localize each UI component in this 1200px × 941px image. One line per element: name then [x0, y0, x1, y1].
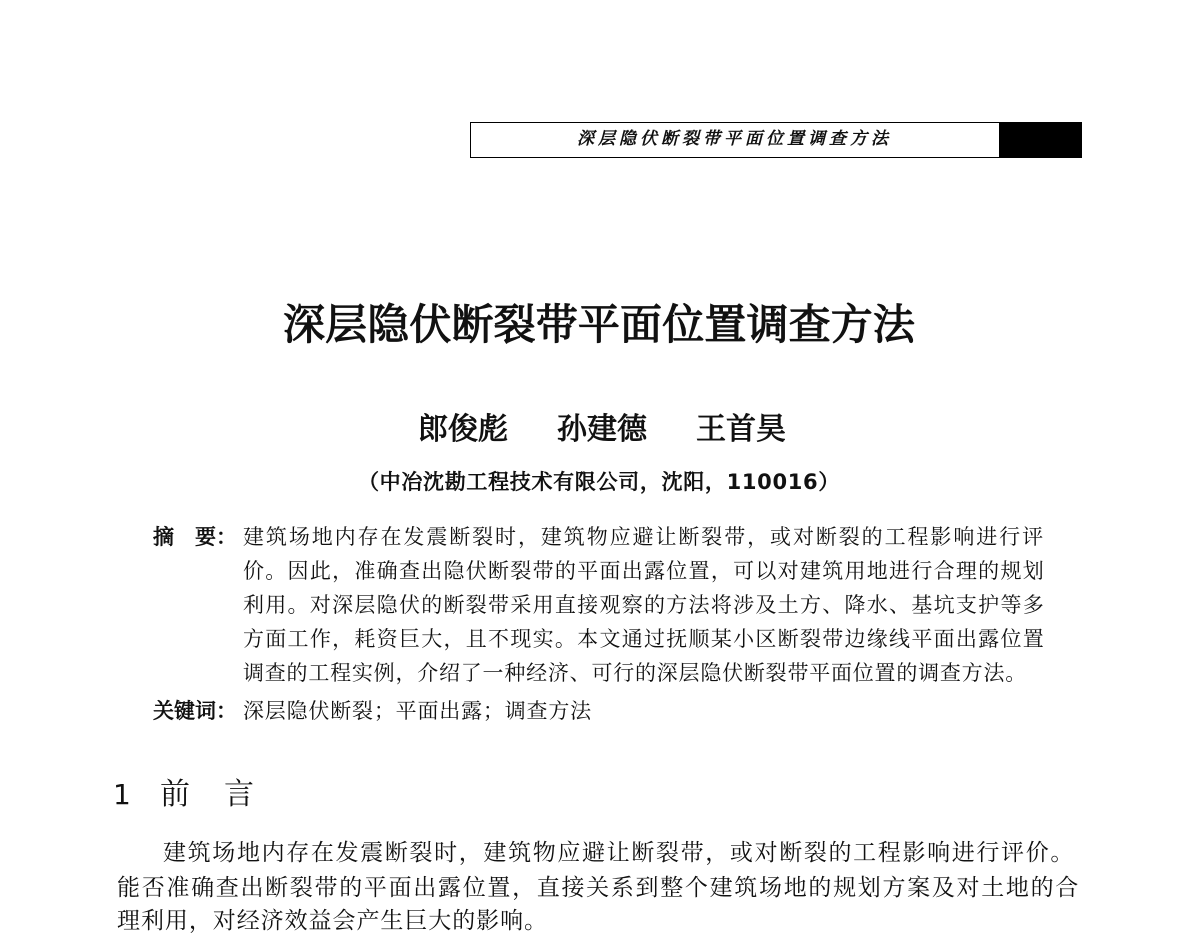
abstract-line: 价。因此，准确查出隐伏断裂带的平面出露位置，可以对建筑用地进行合理的规划 — [243, 559, 1045, 583]
abstract-line: 利用。对深层隐伏的断裂带采用直接观察的方法将涉及土方、降水、基坑支护等多 — [243, 593, 1045, 617]
section-title: 前 言 — [160, 777, 256, 812]
running-header — [470, 122, 1082, 158]
affiliation: （中冶沈勘工程技术有限公司，沈阳，110016） — [358, 470, 840, 494]
abstract-label: 摘 要： — [153, 525, 237, 549]
abstract-line: 调查的工程实例，介绍了一种经济、可行的深层隐伏断裂带平面位置的调查方法。 — [243, 661, 1027, 685]
header-black-block — [999, 123, 1081, 157]
running-title: 深层隐伏断裂带平面位置调查方法 — [577, 129, 892, 149]
abstract-line: 建筑场地内存在发震断裂时，建筑物应避让断裂带，或对断裂的工程影响进行评 — [243, 525, 1045, 549]
author-name: 孙建德 — [557, 412, 647, 447]
author-name: 王首昊 — [696, 412, 786, 447]
body-line: 建筑场地内存在发震断裂时，建筑物应避让断裂带，或对断裂的工程影响进行评价。 — [163, 840, 1075, 866]
body-line: 能否准确查出断裂带的平面出露位置，直接关系到整个建筑场地的规划方案及对土地的合 — [117, 875, 1080, 901]
body-line: 理利用，对经济效益会产生巨大的影响。 — [117, 908, 548, 934]
paper-title: 深层隐伏断裂带平面位置调查方法 — [283, 300, 915, 349]
keywords-text: 深层隐伏断裂；平面出露；调查方法 — [243, 699, 592, 723]
abstract-line: 方面工作，耗资巨大，且不现实。本文通过抚顺某小区断裂带边缘线平面出露位置 — [243, 627, 1045, 651]
section-number: 1 — [113, 778, 131, 811]
keywords-label: 关键词： — [153, 699, 237, 723]
author-name: 郎俊彪 — [418, 412, 508, 447]
